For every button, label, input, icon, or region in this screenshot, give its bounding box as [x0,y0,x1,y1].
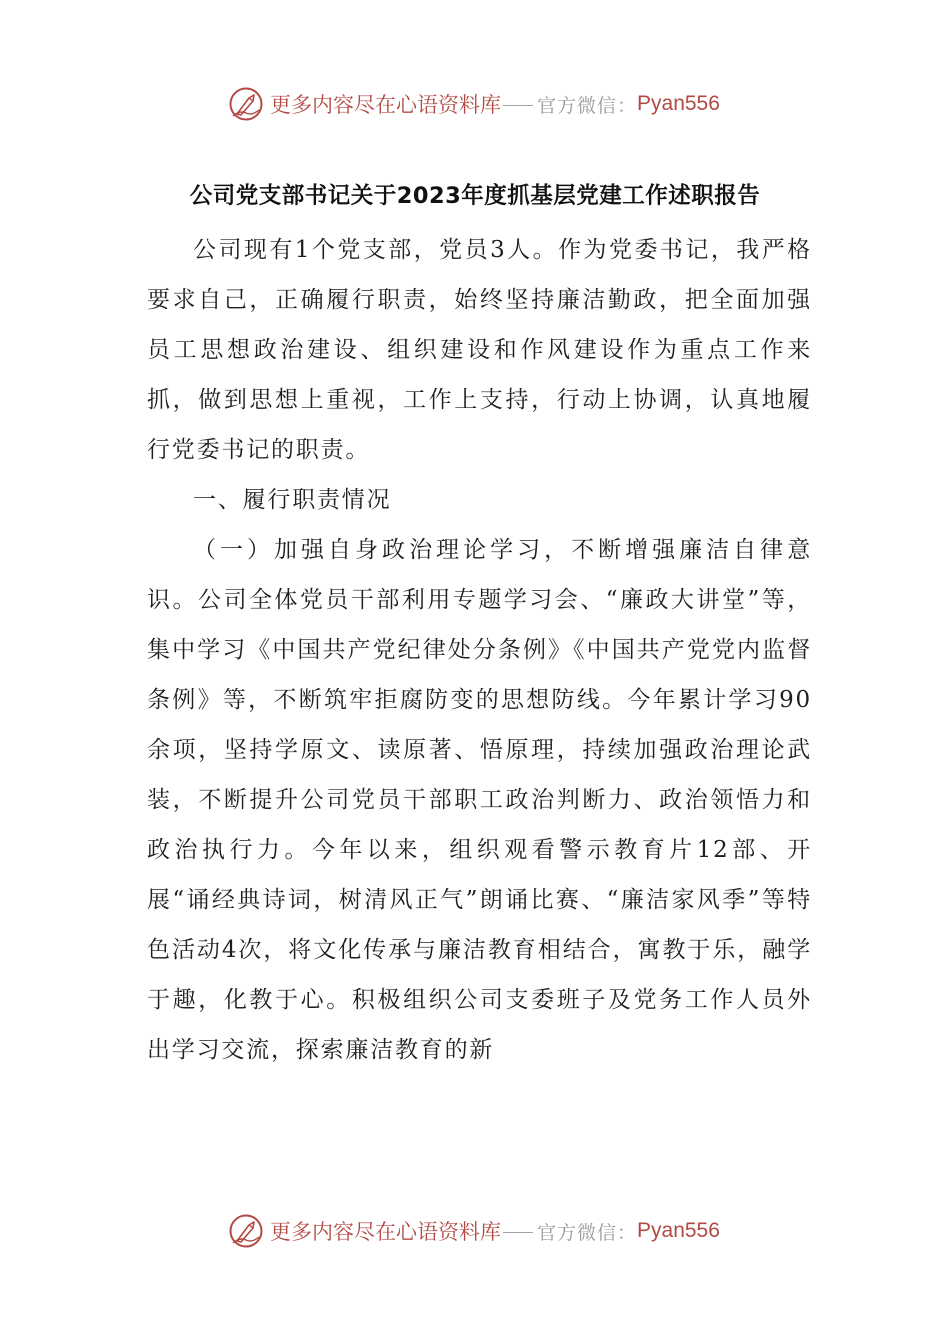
watermark-contact-label: 官方微信： [537,94,638,117]
watermark-brand-text: 更多内容尽在心语资料库 [270,1220,501,1244]
document-title: 公司党支部书记关于2023年度抓基层党建工作述职报告 [189,183,761,209]
paragraph-intro: 公司现有1个党支部，党员3人。作为党委书记，我严格要求自己，正确履行职责，始终坚持廉洁勤政，把全面加强员工思想政治建设、组织建设和作风建设作为重点工作来抓，做到思想上重视，工作上支持，行动上协调，认真地履行党委书记的职责。 [147,237,812,463]
footer-watermark-banner [228,1211,748,1251]
pen-nib-logo-icon [228,86,264,122]
header-watermark-banner [228,84,748,124]
watermark-wechat-handle: Pyan556 [637,92,720,115]
section-heading-duties: 一、履行职责情况 [193,487,392,513]
document-body [147,225,812,1075]
watermark-brand-text: 更多内容尽在心语资料库 [270,93,501,117]
paragraph-subsection-1: （一）加强自身政治理论学习，不断增强廉洁自律意识。公司全体党员干部利用专题学习会、“廉政大讲堂”等，集中学习《中国共产党纪律处分条例》《中国共产党党内监督条例》等，不断筑牢拒腐防变的思想防线。今年累计学习90余项，坚持学原文、读原著、悟原理，持续加强政治理论武装，不断提升公司党员干部职工政治判断力、政治领悟力和政治执行力。今年以来，组织观看警示教育片12部、开展“诵经典诗词，树清风正气”朗诵比赛、“廉洁家风季”等特色活动4次，将文化传承与廉洁教育相结合，寓教于乐，融学于趣，化教于心。积极组织公司支委班子及党务工作人员外出学习交流，探索廉洁教育的新 [147,537,812,1063]
watermark-wechat-handle: Pyan556 [637,1219,720,1242]
watermark-contact-label: 官方微信： [537,1221,638,1244]
pen-nib-logo-icon [228,1213,264,1249]
watermark-separator [503,105,533,106]
watermark-separator [503,1232,533,1233]
